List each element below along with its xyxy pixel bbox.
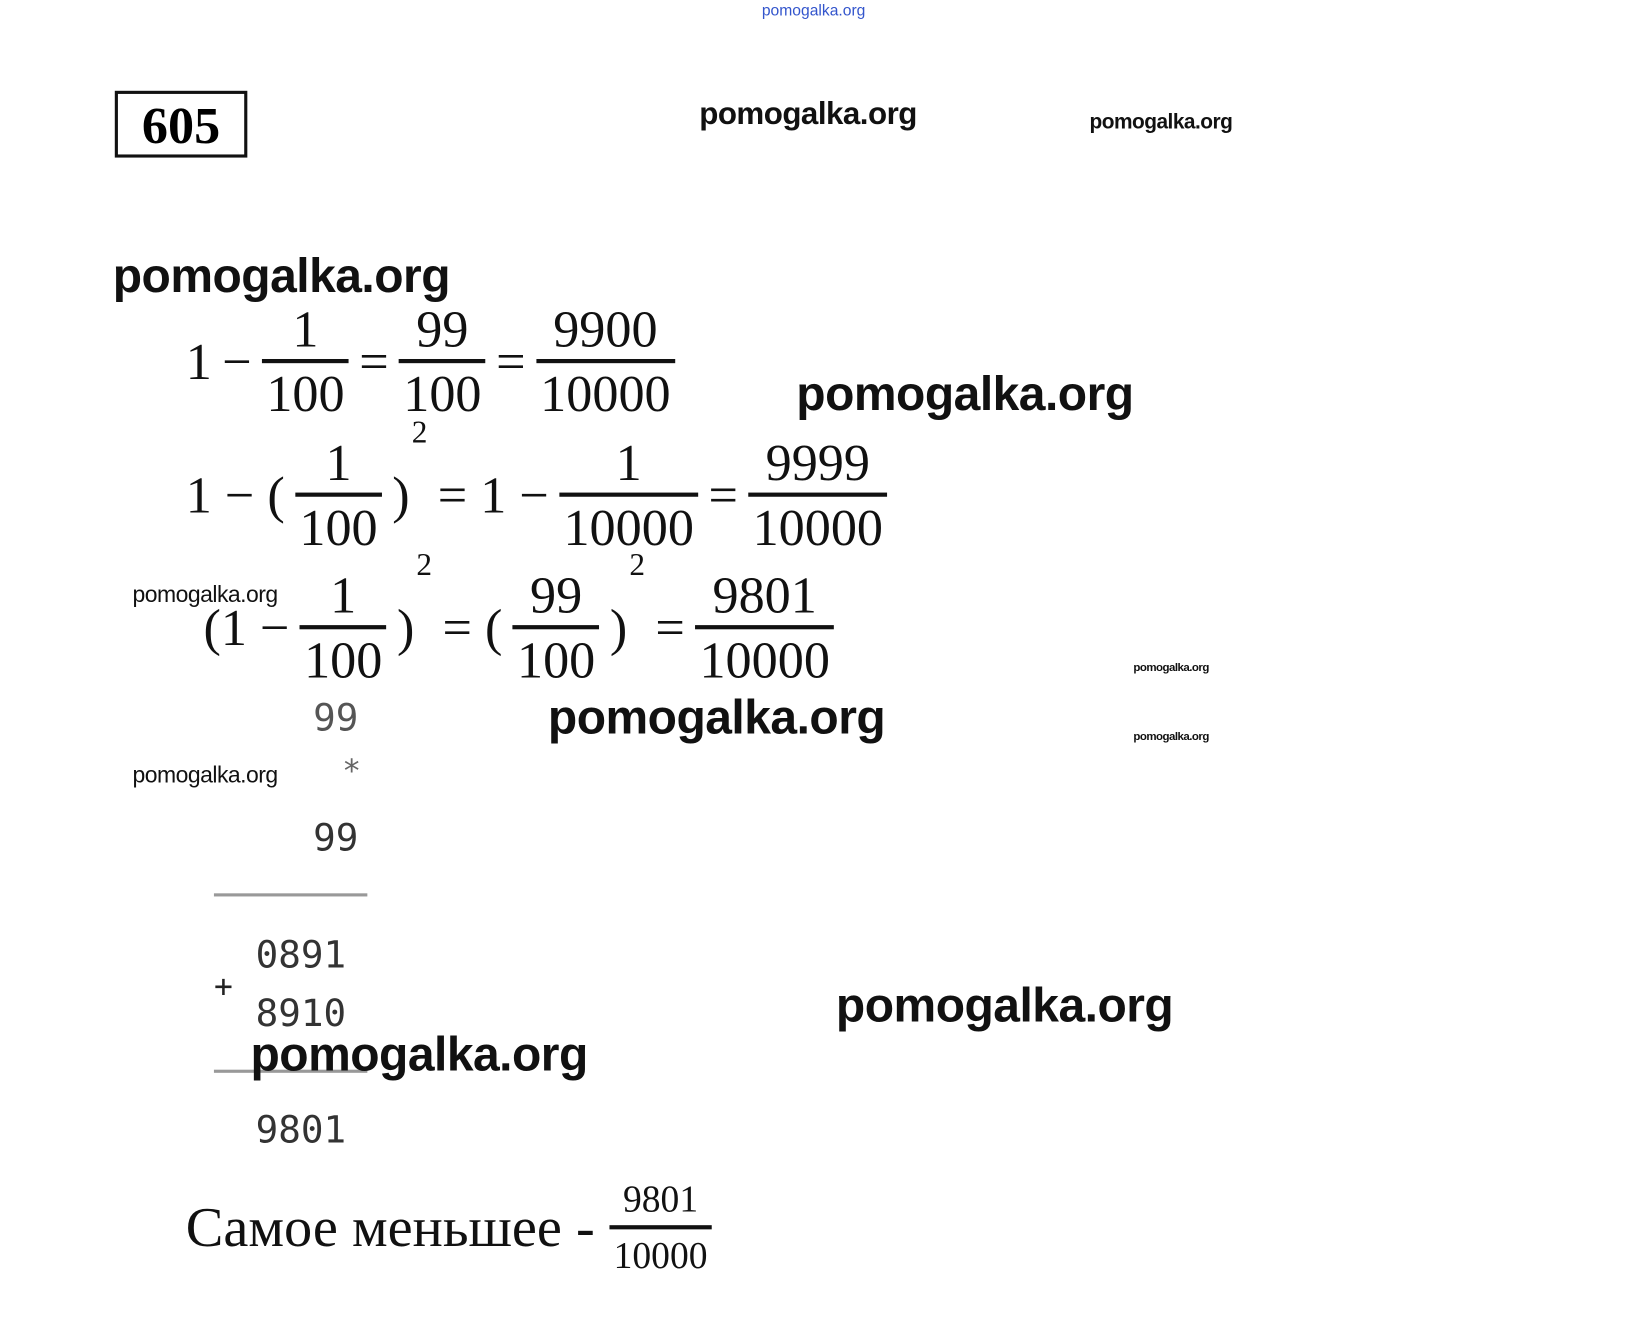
fraction (513, 565, 600, 689)
fraction (748, 433, 887, 557)
watermark: pomogalka.org (547, 689, 886, 745)
fraction (536, 299, 675, 423)
denominator: 10000 (752, 497, 884, 557)
watermark: pomogalka.org (1133, 730, 1209, 744)
conclusion (186, 1177, 712, 1277)
term: ) (396, 597, 415, 657)
numerator: 1 (325, 433, 352, 492)
numerator: 9900 (553, 299, 658, 358)
numerator: 1 (615, 433, 642, 492)
watermark: pomogalka.org (699, 97, 917, 132)
operator: = (496, 331, 526, 391)
multiplier: 99 (313, 817, 359, 860)
equation-line-2 (185, 415, 887, 557)
numerator: 99 (416, 299, 469, 358)
fraction (300, 565, 387, 689)
denominator: 10000 (563, 497, 694, 557)
operator: = (708, 465, 738, 524)
numerator: 9801 (622, 1178, 699, 1220)
operator: = (655, 597, 685, 657)
conclusion-text: Самое меньшее - (185, 1195, 595, 1259)
denominator: 100 (516, 630, 596, 689)
watermark: pomogalka.org (132, 761, 278, 788)
term: 1 − ( (185, 465, 285, 524)
term: ) (392, 465, 410, 524)
numerator: 1 (330, 565, 357, 625)
product-result: 9801 (255, 1109, 347, 1153)
numerator: 9999 (765, 433, 870, 492)
term: ) (609, 597, 628, 657)
watermark: pomogalka.org (761, 2, 866, 20)
numerator: 9801 (712, 565, 817, 625)
exponent: 2 (629, 547, 645, 583)
multiplicand: 99 (313, 697, 359, 740)
fraction (695, 565, 834, 689)
fraction (609, 1177, 711, 1277)
problem-number: 605 (115, 91, 248, 158)
exponent: 2 (416, 547, 433, 583)
denominator: 100 (299, 497, 378, 557)
term: = 1 − (437, 465, 549, 524)
term: (1 − (203, 597, 290, 657)
partial-product: 0891 (255, 934, 347, 977)
equation-line-3 (203, 547, 835, 689)
term: 1 (185, 331, 212, 391)
fraction (295, 433, 382, 557)
watermark: pomogalka.org (796, 366, 1134, 421)
denominator: 100 (266, 364, 345, 423)
term: = ( (442, 597, 503, 657)
watermark: pomogalka.org (250, 1026, 588, 1082)
operator: − (222, 331, 252, 391)
divider-line (214, 893, 367, 896)
watermark: pomogalka.org (1089, 110, 1233, 134)
exponent: 2 (411, 415, 428, 450)
watermark: pomogalka.org (1133, 661, 1209, 675)
denominator: 100 (403, 364, 482, 423)
denominator: 10000 (540, 364, 671, 423)
partial-product: 8910 (255, 992, 347, 1036)
fraction (559, 433, 698, 557)
equation-line-1 (185, 299, 675, 423)
denominator: 10000 (699, 630, 830, 689)
plus-operator: + (213, 968, 233, 1005)
watermark: pomogalka.org (835, 977, 1174, 1033)
denominator: 10000 (613, 1234, 708, 1277)
watermark: pomogalka.org (112, 248, 451, 303)
multiply-operator: * (342, 753, 362, 791)
fraction (399, 299, 486, 423)
numerator: 1 (292, 299, 319, 358)
fraction (262, 299, 349, 423)
numerator: 99 (530, 565, 583, 625)
operator: = (359, 331, 389, 391)
watermark: pomogalka.org (132, 581, 278, 608)
denominator: 100 (304, 630, 383, 689)
